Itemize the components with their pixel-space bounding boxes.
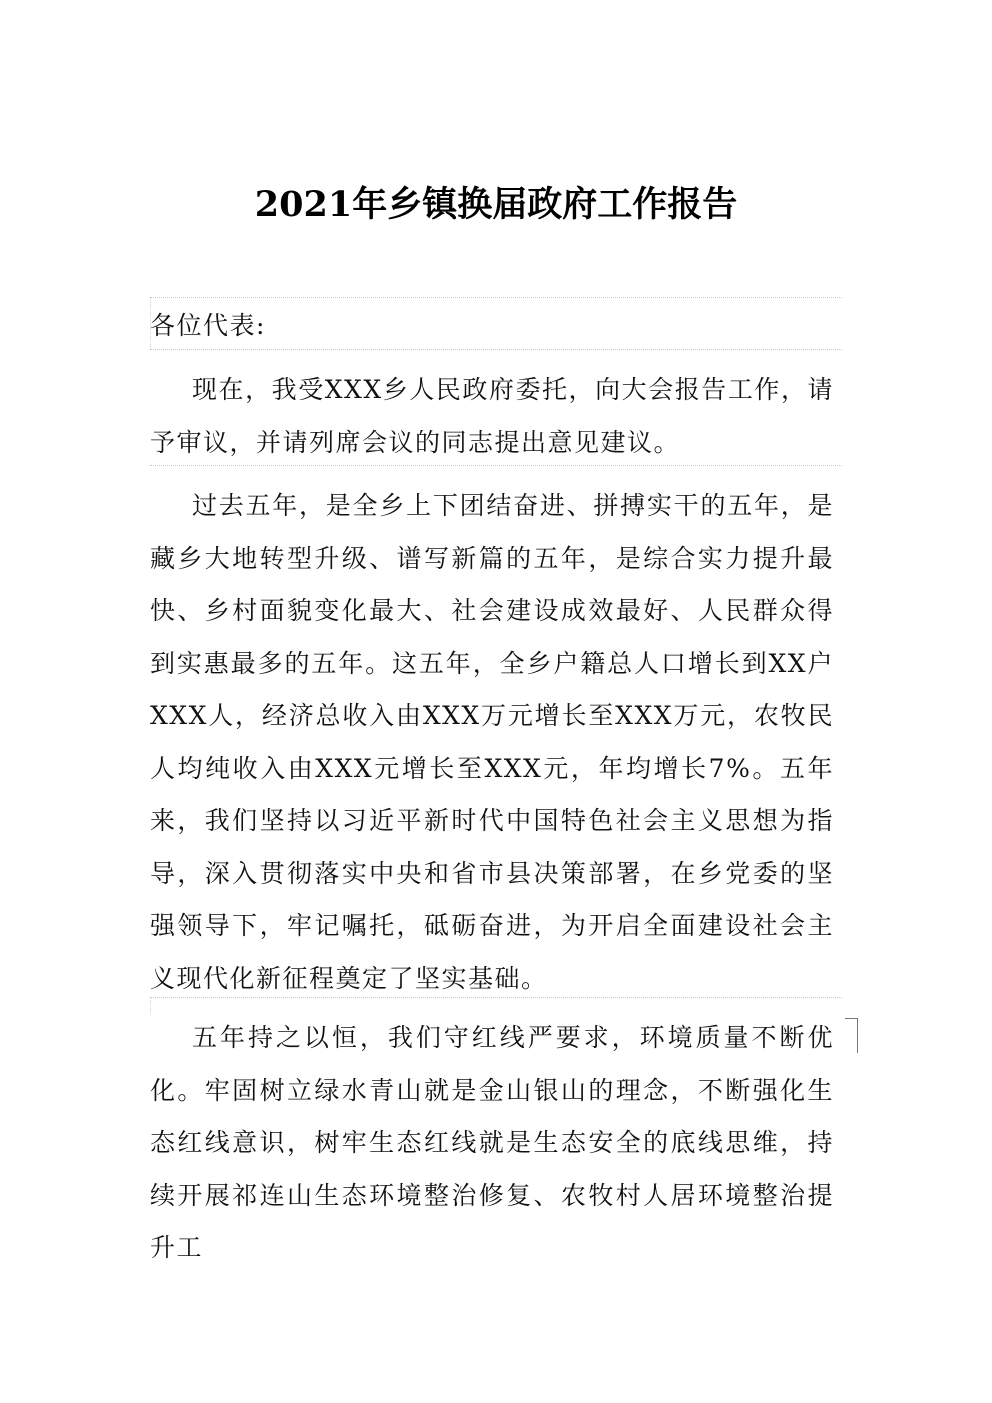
text-boundary-guide xyxy=(150,997,842,998)
text-boundary-guide xyxy=(150,349,842,350)
text-boundary-guide xyxy=(150,297,842,298)
text-boundary-corner-mark xyxy=(845,1018,858,1053)
paragraph-intro: 现在，我受XXX乡人民政府委托，向大会报告工作，请予审议，并请列席会议的同志提出意见建议。 xyxy=(150,375,834,457)
paragraph-environment: 五年持之以恒，我们守红线严要求，环境质量不断优化。牢固树立绿水青山就是金山银山的理念，不断强化生态红线意识，树牢生态红线就是生态安全的底线思维，持续开展祁连山生态环境整治修复、农牧村人居环境整治提升工 xyxy=(150,1023,834,1262)
text-boundary-guide xyxy=(150,465,842,466)
salutation: 各位代表: xyxy=(150,311,266,340)
document-title: 2021年乡镇换届政府工作报告 xyxy=(254,184,738,226)
paragraph-review: 过去五年，是全乡上下团结奋进、拼搏实干的五年，是藏乡大地转型升级、谱写新篇的五年，是综合实力提升最快、乡村面貌变化最大、社会建设成效最好、人民群众得到实惠最多的五年。这五年，全乡户籍总人口增长到XX户XXX人，经济总收入由XXX万元增长至XXX万元，农牧民人均纯收入由XXX元增长至XXX元，年均增长7%。五年来，我们坚持以习近平新时代中国特色社会主义思想为指导，深入贯彻落实中央和省市县决策部署，在乡党委的坚强领导下，牢记嘱托，砥砺奋进，为开启全面建设社会主义现代化新征程奠定了坚实基础。 xyxy=(150,491,834,993)
